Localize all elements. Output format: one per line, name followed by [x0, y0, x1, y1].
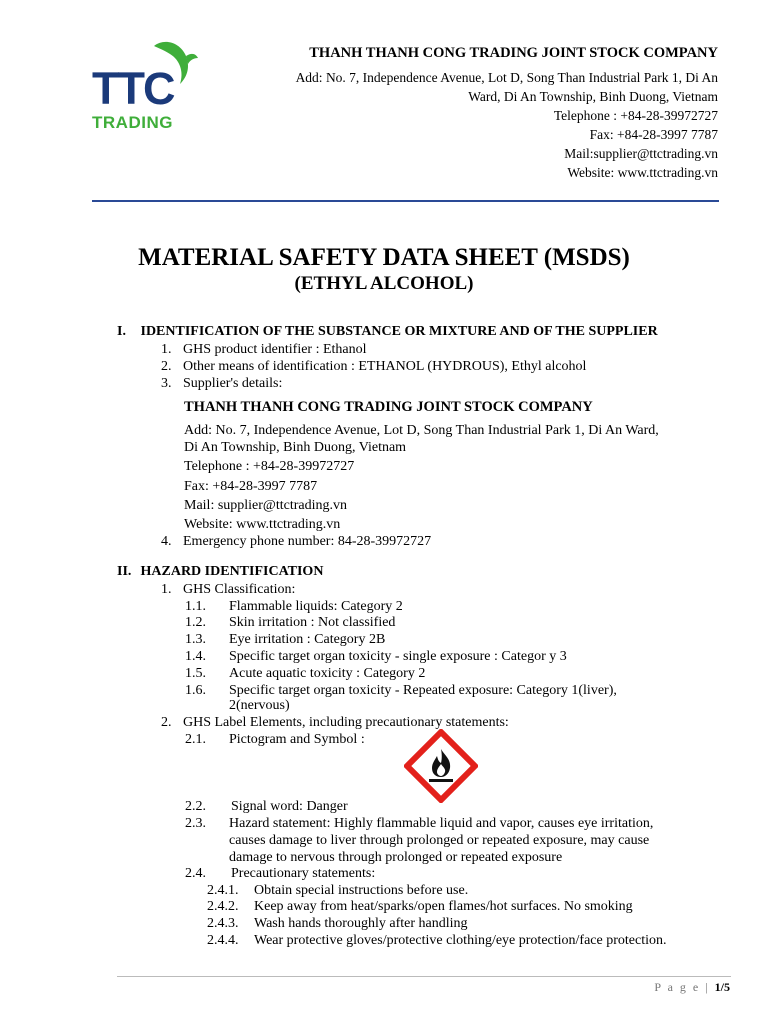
company-logo — [88, 38, 200, 134]
sub-sub-list-item — [207, 898, 633, 915]
sub-list-item — [185, 865, 375, 882]
list-number: 1. — [161, 582, 172, 597]
list-number: 1.3. — [185, 632, 206, 647]
list-number: 1.5. — [185, 666, 206, 681]
page-number: 1/5 — [714, 980, 730, 994]
flame-pictogram-icon — [404, 729, 478, 803]
sub-list-item — [185, 731, 365, 748]
supplier-website: Website: www.ttctrading.vn — [184, 517, 341, 532]
list-item — [161, 533, 431, 550]
list-number: 1.2. — [185, 615, 206, 630]
list-text: Specific target organ toxicity - single exposure : Categor y 3 — [229, 649, 567, 664]
section-number: II. — [117, 564, 132, 579]
list-text: Wash hands thoroughly after handling — [254, 916, 468, 931]
footer-divider — [117, 976, 731, 977]
sub-sub-list-item — [207, 882, 468, 899]
list-number: 2.1. — [185, 732, 206, 747]
list-text: Eye irritation : Category 2B — [229, 632, 386, 647]
list-text: Skin irritation : Not classified — [229, 615, 396, 630]
list-number: 1.6. — [185, 683, 206, 698]
sub-list-item — [185, 815, 653, 832]
list-item — [161, 375, 282, 392]
list-text: Precautionary statements: — [231, 866, 376, 881]
letterhead-address-line2: Ward, Di An Township, Binh Duong, Vietnam — [468, 89, 718, 104]
supplier-telephone: Telephone : +84-28-39972727 — [184, 459, 355, 474]
sub-list-item — [185, 798, 348, 815]
sub-list-item — [185, 631, 385, 648]
document-subtitle: (ETHYL ALCOHOL) — [294, 273, 474, 294]
supplier-address-line1: Add: No. 7, Independence Avenue, Lot D, Song Than Industrial Park 1, Di An Ward, — [184, 423, 659, 438]
page-footer — [654, 980, 730, 995]
list-number: 2.4.4. — [207, 933, 239, 948]
letterhead — [296, 44, 718, 182]
section-heading-2 — [117, 564, 323, 580]
list-text: GHS Classification: — [183, 582, 296, 597]
sub-sub-list-item — [207, 932, 666, 949]
list-number: 1.1. — [185, 599, 206, 614]
list-text: Emergency phone number: 84-28-39972727 — [183, 534, 432, 549]
letterhead-fax: Fax: +84-28-3997 7787 — [589, 127, 718, 142]
letterhead-mail: Mail:supplier@ttctrading.vn — [564, 146, 718, 161]
section-heading-1 — [117, 324, 658, 340]
letterhead-website: Website: www.ttctrading.vn — [567, 165, 718, 180]
section-title: IDENTIFICATION OF THE SUBSTANCE OR MIXTURE AND OF THE SUPPLIER — [140, 324, 658, 339]
document-title: MATERIAL SAFETY DATA SHEET (MSDS) — [138, 244, 630, 271]
supplier-address-line2: Di An Township, Binh Duong, Vietnam — [184, 440, 407, 455]
supplier-mail: Mail: supplier@ttctrading.vn — [184, 498, 347, 513]
list-text-continuation: damage to nervous through prolonged or repeated exposure — [229, 850, 563, 865]
list-number: 1. — [161, 342, 172, 357]
list-text: Specific target organ toxicity - Repeated exposure: Category 1(liver), — [229, 683, 617, 698]
list-number: 2. — [161, 715, 172, 730]
list-number: 2.3. — [185, 816, 206, 831]
list-number: 2.4. — [185, 866, 206, 881]
sub-list-item — [185, 665, 425, 682]
logo-text: TTC — [92, 63, 174, 114]
list-number: 2.4.1. — [207, 883, 239, 898]
list-number: 3. — [161, 376, 172, 391]
list-text: Signal word: Danger — [231, 799, 348, 814]
list-text: GHS Label Elements, including precautionary statements: — [183, 715, 509, 730]
list-text: Hazard statement: Highly flammable liquid and vapor, causes eye irritation, — [229, 816, 654, 831]
header-divider — [92, 200, 719, 202]
list-item — [161, 341, 367, 358]
list-text: Keep away from heat/sparks/open flames/hot surfaces. No smoking — [254, 899, 633, 914]
list-text: Pictogram and Symbol : — [229, 732, 365, 747]
list-text: Acute aquatic toxicity : Category 2 — [229, 666, 426, 681]
list-item — [161, 581, 295, 598]
list-number: 2.2. — [185, 799, 206, 814]
logo-subtext: TRADING — [92, 113, 173, 132]
list-item — [161, 358, 586, 375]
sub-list-item — [185, 648, 567, 665]
sub-list-item — [185, 598, 403, 615]
sub-list-item — [185, 614, 395, 631]
list-number: 1.4. — [185, 649, 206, 664]
section-title: HAZARD IDENTIFICATION — [140, 564, 324, 579]
list-text: Other means of identification : ETHANOL (HYDROUS), Ethyl alcohol — [183, 359, 587, 374]
letterhead-company: THANH THANH CONG TRADING JOINT STOCK COMPANY — [309, 45, 718, 61]
section-number: I. — [117, 324, 126, 339]
list-number: 4. — [161, 534, 172, 549]
list-number: 2. — [161, 359, 172, 374]
supplier-fax: Fax: +84-28-3997 7787 — [184, 479, 318, 494]
list-number: 2.4.3. — [207, 916, 239, 931]
letterhead-address-line1: Add: No. 7, Independence Avenue, Lot D, Song Than Industrial Park 1, Di An — [295, 70, 718, 85]
list-text: Wear protective gloves/protective clothing/eye protection/face protection. — [254, 933, 667, 948]
list-text: Supplier's details: — [183, 376, 283, 391]
list-text-continuation: 2(nervous) — [229, 698, 290, 713]
list-text: Obtain special instructions before use. — [254, 883, 469, 898]
supplier-company: THANH THANH CONG TRADING JOINT STOCK COMPANY — [184, 399, 593, 415]
list-text: Flammable liquids: Category 2 — [229, 599, 403, 614]
list-text-continuation: causes damage to liver through prolonged or repeated exposure, may cause — [229, 833, 650, 848]
list-text: GHS product identifier : Ethanol — [183, 342, 367, 357]
sub-sub-list-item — [207, 915, 468, 932]
list-number: 2.4.2. — [207, 899, 239, 914]
page-label: P a g e | — [654, 980, 710, 994]
letterhead-telephone: Telephone : +84-28-39972727 — [553, 108, 718, 123]
